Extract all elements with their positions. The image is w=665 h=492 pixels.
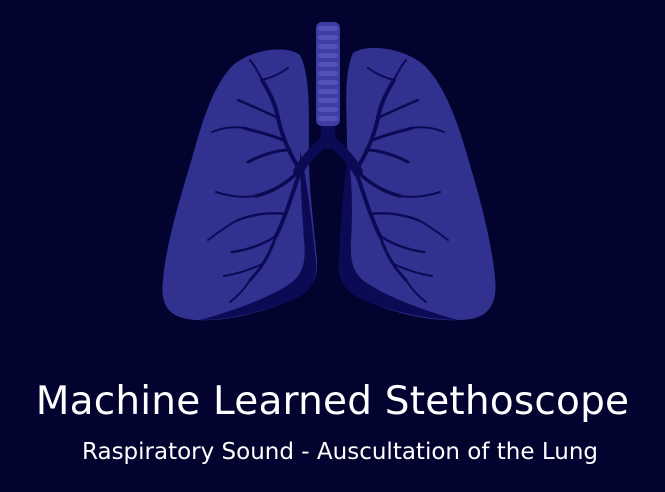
trachea — [316, 22, 340, 126]
page-title: Machine Learned Stethoscope — [35, 379, 630, 424]
page-subtitle: Raspiratory Sound - Auscultation of the Lung — [82, 439, 598, 465]
right-lung — [339, 48, 496, 320]
